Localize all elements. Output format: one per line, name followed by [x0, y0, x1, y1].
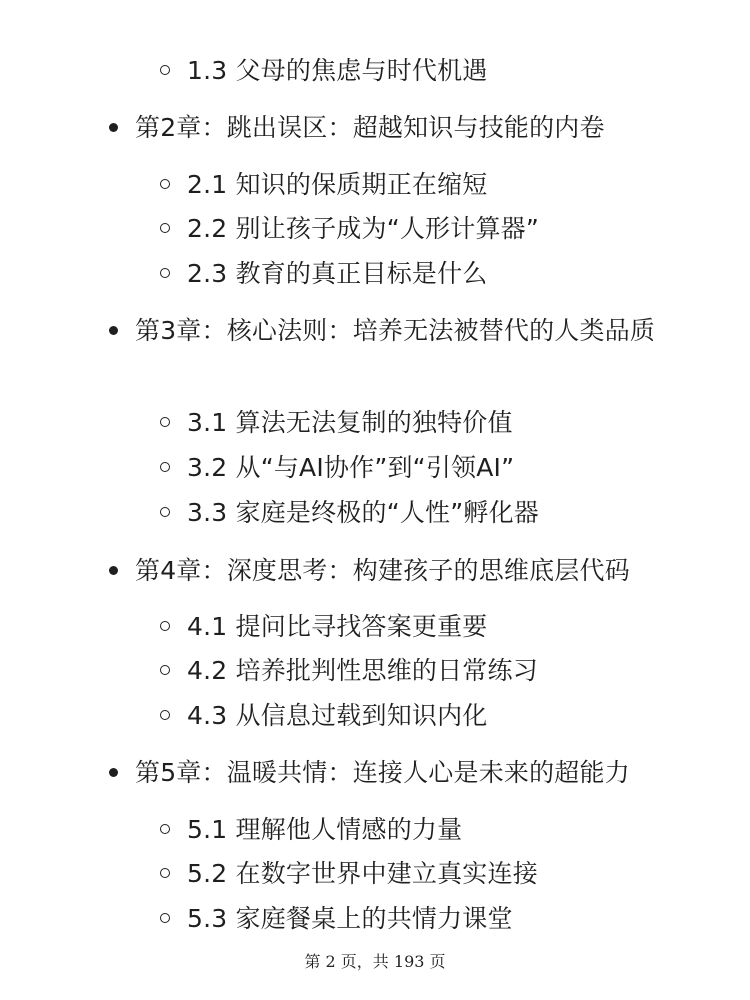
hollow-bullet-icon — [160, 621, 170, 631]
hollow-bullet-icon — [160, 417, 170, 427]
outline-item-text: 第5章：温暖共情：连接人心是未来的超能力 — [135, 758, 630, 787]
hollow-bullet-icon — [160, 223, 170, 233]
hollow-bullet-icon — [160, 268, 170, 278]
hollow-bullet-icon — [160, 179, 170, 189]
outline-item-text: 5.2 在数字世界中建立真实连接 — [187, 859, 538, 888]
outline-item-text: 3.2 从“与AI协作”到“引领AI” — [187, 453, 515, 482]
hollow-bullet-icon — [160, 665, 170, 675]
hollow-bullet-icon — [160, 824, 170, 834]
hollow-bullet-icon — [160, 462, 170, 472]
solid-bullet-icon — [109, 566, 118, 575]
solid-bullet-icon — [109, 326, 118, 335]
outline-item-text: 2.3 教育的真正目标是什么 — [187, 259, 488, 288]
outline-item-text: 3.1 算法无法复制的独特价值 — [187, 408, 513, 437]
outline-item-text: 1.3 父母的焦虑与时代机遇 — [187, 56, 488, 85]
outline-item-text: 5.1 理解他人情感的力量 — [187, 815, 463, 844]
outline-item-text: 3.3 家庭是终极的“人性”孵化器 — [187, 498, 540, 527]
solid-bullet-icon — [109, 768, 118, 777]
hollow-bullet-icon — [160, 507, 170, 517]
outline-item-text: 第4章：深度思考：构建孩子的思维底层代码 — [135, 556, 630, 585]
hollow-bullet-icon — [160, 868, 170, 878]
page-number-footer: 第 2 页，共 193 页 — [304, 952, 446, 971]
outline-item-text: 4.3 从信息过载到知识内化 — [187, 701, 488, 730]
outline-item-text: 5.3 家庭餐桌上的共情力课堂 — [187, 904, 513, 933]
hollow-bullet-icon — [160, 65, 170, 75]
hollow-bullet-icon — [160, 913, 170, 923]
outline-item-text: 4.1 提问比寻找答案更重要 — [187, 612, 488, 641]
outline-item-text: 第2章：跳出误区：超越知识与技能的内卷 — [135, 113, 605, 142]
outline-item-text: 2.2 别让孩子成为“人形计算器” — [187, 214, 540, 243]
outline-item-text: 第3章：核心法则：培养无法被替代的人类品质 — [135, 316, 656, 345]
outline-item-text: 2.1 知识的保质期正在缩短 — [187, 170, 488, 199]
solid-bullet-icon — [109, 123, 118, 132]
hollow-bullet-icon — [160, 710, 170, 720]
outline-item-text: 4.2 培养批判性思维的日常练习 — [187, 656, 538, 685]
